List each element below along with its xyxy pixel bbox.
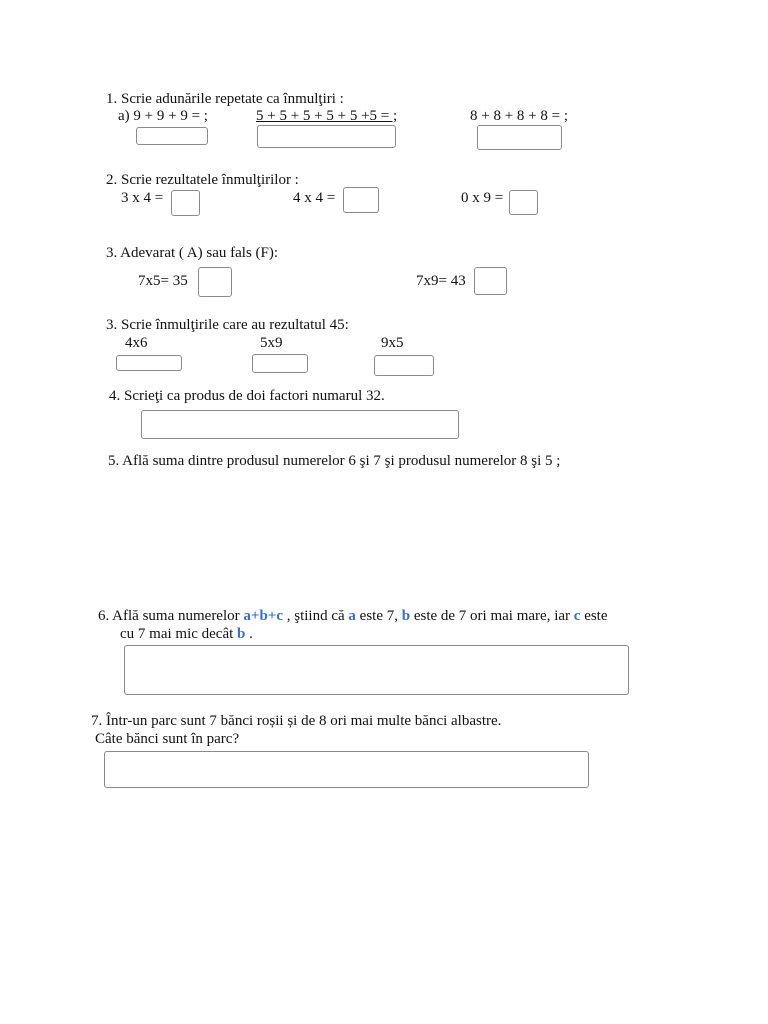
q6-answer-field[interactable] — [124, 645, 629, 695]
q3a-answer-a-field[interactable] — [198, 267, 232, 297]
q6-text-2: , ştiind că — [283, 608, 345, 624]
q6-variable-b-2: b — [237, 626, 246, 642]
q6-text-7: . — [249, 626, 253, 642]
q4-title: 4. Scrieţi ca produs de doi factori numarul 32. — [109, 388, 385, 404]
q3a-statement-b: 7x9= 43 — [416, 273, 466, 289]
q5-title: 5. Află suma dintre produsul numerelor 6 şi 7 şi produsul numerelor 8 şi 5 ; — [108, 453, 561, 469]
q4-answer-field[interactable] — [141, 410, 459, 439]
q6-variable-sum: a+b+c — [243, 608, 283, 624]
q1-title: 1. Scrie adunările repetate ca înmulţiri : — [106, 91, 344, 107]
q3b-answer-b-field[interactable] — [252, 354, 308, 373]
q1-answer-c-field[interactable] — [477, 125, 562, 150]
q6-line2 — [120, 625, 253, 643]
q6-text-5: este — [584, 608, 608, 624]
q1-expression-a: a) 9 + 9 + 9 = ; — [118, 108, 208, 124]
q1-expression-c: 8 + 8 + 8 + 8 = ; — [470, 108, 569, 124]
q6-line1 — [98, 607, 608, 625]
q3b-option-c: 9x5 — [381, 335, 404, 351]
q3a-title: 3. Adevarat ( A) sau fals (F): — [106, 245, 279, 261]
q6-text-4: este de 7 ori mai mare, iar — [410, 608, 571, 624]
q2-answer-a-field[interactable] — [171, 190, 200, 216]
q1-answer-b-field[interactable] — [257, 125, 396, 148]
q1-answer-a-field[interactable] — [136, 127, 208, 145]
q2-expression-c: 0 x 9 = — [461, 190, 504, 206]
q1-expression-b: 5 + 5 + 5 + 5 + 5 +5 = ; — [256, 108, 398, 124]
q6-variable-a: a — [348, 608, 356, 624]
q7-line1: 7. Într-un parc sunt 7 bănci roșii și de 8 ori mai multe bănci albastre. — [91, 713, 502, 729]
q3b-answer-c-field[interactable] — [374, 355, 434, 376]
q3b-answer-a-field[interactable] — [116, 355, 182, 371]
q3a-statement-a: 7x5= 35 — [138, 273, 188, 289]
q7-answer-field[interactable] — [104, 751, 589, 788]
q3b-option-a: 4x6 — [125, 335, 148, 351]
q2-title: 2. Scrie rezultatele înmulţirilor : — [106, 172, 299, 188]
q6-variable-b: b — [401, 608, 411, 624]
q6-variable-c: c — [573, 608, 581, 624]
q6-text-1: 6. Află suma numerelor — [98, 608, 240, 624]
q2-answer-c-field[interactable] — [509, 190, 538, 215]
q3a-answer-b-field[interactable] — [474, 267, 507, 295]
q2-answer-b-field[interactable] — [343, 187, 379, 213]
q6-text-6: cu 7 mai mic decât — [120, 626, 234, 642]
q6-text-3: este 7, — [359, 608, 398, 624]
q7-line2: Câte bănci sunt în parc? — [95, 731, 240, 747]
q3b-option-b: 5x9 — [260, 335, 283, 351]
q3b-title: 3. Scrie înmulţirile care au rezultatul 45: — [106, 317, 349, 333]
q2-expression-b: 4 x 4 = — [293, 190, 336, 206]
q2-expression-a: 3 x 4 = — [121, 190, 164, 206]
